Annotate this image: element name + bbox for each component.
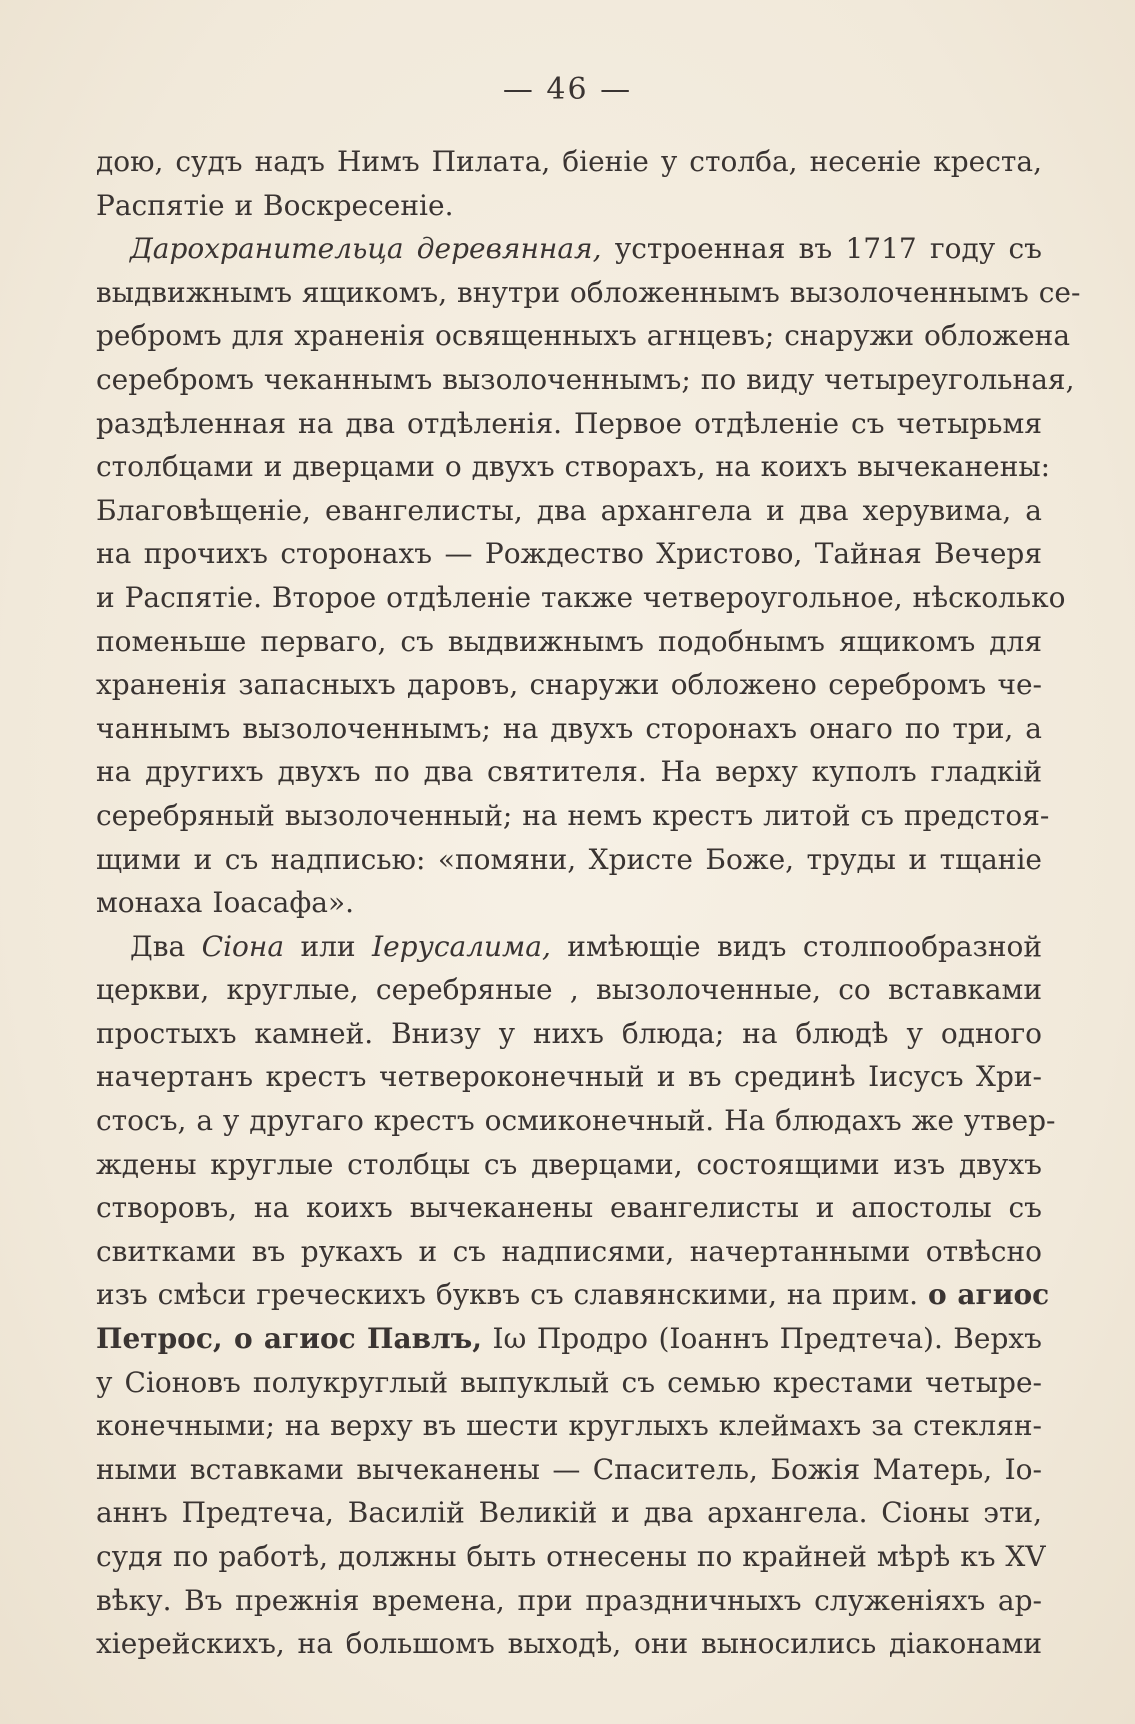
- text-segment: имѣющіе видъ столпообразной: [550, 929, 1043, 963]
- italic-term: Дарохранительца деревянная,: [130, 232, 602, 266]
- text-segment: поменьше перваго, съ выдвижнымъ подобнымъ ящикомъ для: [96, 624, 1042, 658]
- text-line: [96, 1622, 1042, 1666]
- text-line: [96, 1186, 1042, 1230]
- text-line: [96, 1535, 1046, 1579]
- text-segment: створовъ, на коихъ вычеканены евангелисты и апостолы съ: [96, 1191, 1042, 1225]
- text-line: [96, 663, 1042, 707]
- text-segment: выдвижнымъ ящикомъ, внутри обложеннымъ вызолоченнымъ се-: [96, 275, 1081, 309]
- text-segment: столбцами и дверцами о двухъ створахъ, на коихъ вычеканены:: [96, 450, 1051, 484]
- text-segment: свитками въ рукахъ и съ надписями, начертанными отвѣсно: [96, 1234, 1042, 1268]
- text-segment: у Сіоновъ полукруглый выпуклый съ семью крестами четыре-: [96, 1365, 1042, 1399]
- text-segment: монаха Іоасафа».: [96, 886, 355, 920]
- text-segment: ребромъ для храненія освященныхъ агнцевъ; снаружи обложена: [96, 319, 1071, 353]
- text-segment: Благовѣщеніе, евангелисты, два архангела и два херувима, а: [96, 493, 1042, 527]
- text-line: [96, 620, 1042, 664]
- text-segment: простыхъ камней. Внизу у нихъ блюда; на блюдѣ у одного: [96, 1016, 1042, 1050]
- text-line: [96, 314, 1071, 358]
- text-segment: изъ смѣси греческихъ буквъ съ славянскими, на прим.: [96, 1278, 928, 1312]
- text-segment: серебромъ чеканнымъ вызолоченнымъ; по виду четыреугольная,: [96, 362, 1075, 396]
- body-text: [96, 140, 1081, 1666]
- text-line: [96, 1491, 1042, 1535]
- text-segment: щими и съ надписью: «помяни, Христе Боже, труды и тщаніе: [96, 842, 1042, 876]
- text-segment: и Распятіе. Второе отдѣленіе также четвероугольное, нѣсколько: [96, 580, 1066, 614]
- text-line: [96, 184, 1042, 228]
- text-line: [96, 838, 1042, 882]
- text-segment: Іω Продро (Іоаннъ Предтеча). Верхъ: [482, 1322, 1042, 1356]
- text-line: [96, 402, 1042, 446]
- text-line: [96, 1230, 1042, 1274]
- text-line: [96, 794, 1050, 838]
- italic-term: Іерусалима,: [372, 929, 551, 963]
- text-line: [96, 968, 1042, 1012]
- text-segment: Два: [130, 929, 202, 963]
- text-line: [96, 1143, 1042, 1187]
- text-line: [96, 271, 1081, 315]
- bold-inscription: Петрос, о агиос Павлъ,: [96, 1322, 483, 1356]
- text-segment: вѣку. Въ прежнія времена, при праздничныхъ служеніяхъ ар-: [96, 1583, 1042, 1617]
- text-line: [96, 1579, 1042, 1623]
- text-line: [96, 489, 1042, 533]
- text-segment: раздѣленная на два отдѣленія. Первое отдѣленіе съ четырьмя: [96, 406, 1042, 440]
- text-line: [96, 1317, 1042, 1361]
- text-line: [96, 1099, 1056, 1143]
- text-line: [96, 1361, 1042, 1405]
- text-segment: дою, судъ надъ Нимъ Пилата, біеніе у столба, несеніе креста,: [96, 145, 1042, 178]
- text-segment: Распятіе и Воскресеніе.: [96, 188, 454, 222]
- text-segment: ными вставками вычеканены — Спаситель, Божія Матерь, Іо-: [96, 1452, 1042, 1486]
- text-line: [96, 532, 1042, 576]
- text-line: [96, 925, 1042, 969]
- text-line: [96, 445, 1051, 489]
- text-segment: или: [284, 929, 373, 963]
- text-segment: серебряный вызолоченный; на немъ крестъ литой съ предстоя-: [96, 798, 1050, 832]
- text-segment: конечными; на верху въ шести круглыхъ клеймахъ за стеклян-: [96, 1409, 1042, 1443]
- text-line: [96, 1012, 1042, 1056]
- text-segment: на прочихъ сторонахъ — Рождество Христово, Тайная Вечеря: [96, 537, 1042, 571]
- text-segment: храненія запасныхъ даровъ, снаружи обложено серебромъ че-: [96, 668, 1042, 702]
- text-line: [96, 358, 1075, 402]
- text-line: [96, 576, 1066, 620]
- text-segment: аннъ Предтеча, Василій Великій и два архангела. Сіоны эти,: [96, 1496, 1042, 1530]
- text-segment: стосъ, а у другаго крестъ осмиконечный. На блюдахъ же утвер-: [96, 1104, 1056, 1138]
- text-segment: чаннымъ вызолоченнымъ; на двухъ сторонахъ онаго по три, а: [96, 711, 1042, 745]
- text-line: [96, 881, 1042, 925]
- bold-inscription: о агиос: [927, 1278, 1050, 1312]
- page-number: — 46 —: [502, 72, 633, 107]
- text-segment: хіерейскихъ, на большомъ выходѣ, они выносились діаконами: [96, 1627, 1042, 1661]
- text-segment: устроенная въ 1717 году съ: [601, 232, 1042, 266]
- italic-term: Сіона: [201, 929, 285, 963]
- text-segment: ждены круглые столбцы съ дверцами, состоящими изъ двухъ: [96, 1147, 1042, 1181]
- text-line: [96, 227, 1042, 271]
- text-segment: на другихъ двухъ по два святителя. На верху куполъ гладкій: [96, 755, 1042, 789]
- text-segment: судя по работѣ, должны быть отнесены по крайней мѣрѣ къ XV: [96, 1540, 1046, 1573]
- text-line: [96, 1273, 1050, 1317]
- text-line: [96, 1055, 1042, 1099]
- text-line: [96, 1404, 1042, 1448]
- text-segment: церкви, круглые, серебряные , вызолоченные, со вставками: [96, 973, 1042, 1007]
- text-line: [96, 1448, 1042, 1492]
- text-line: [96, 140, 1042, 184]
- text-line: [96, 707, 1042, 751]
- text-line: [96, 750, 1042, 794]
- text-segment: начертанъ крестъ четвероконечный и въ срединѣ Іисусъ Хри-: [96, 1060, 1042, 1094]
